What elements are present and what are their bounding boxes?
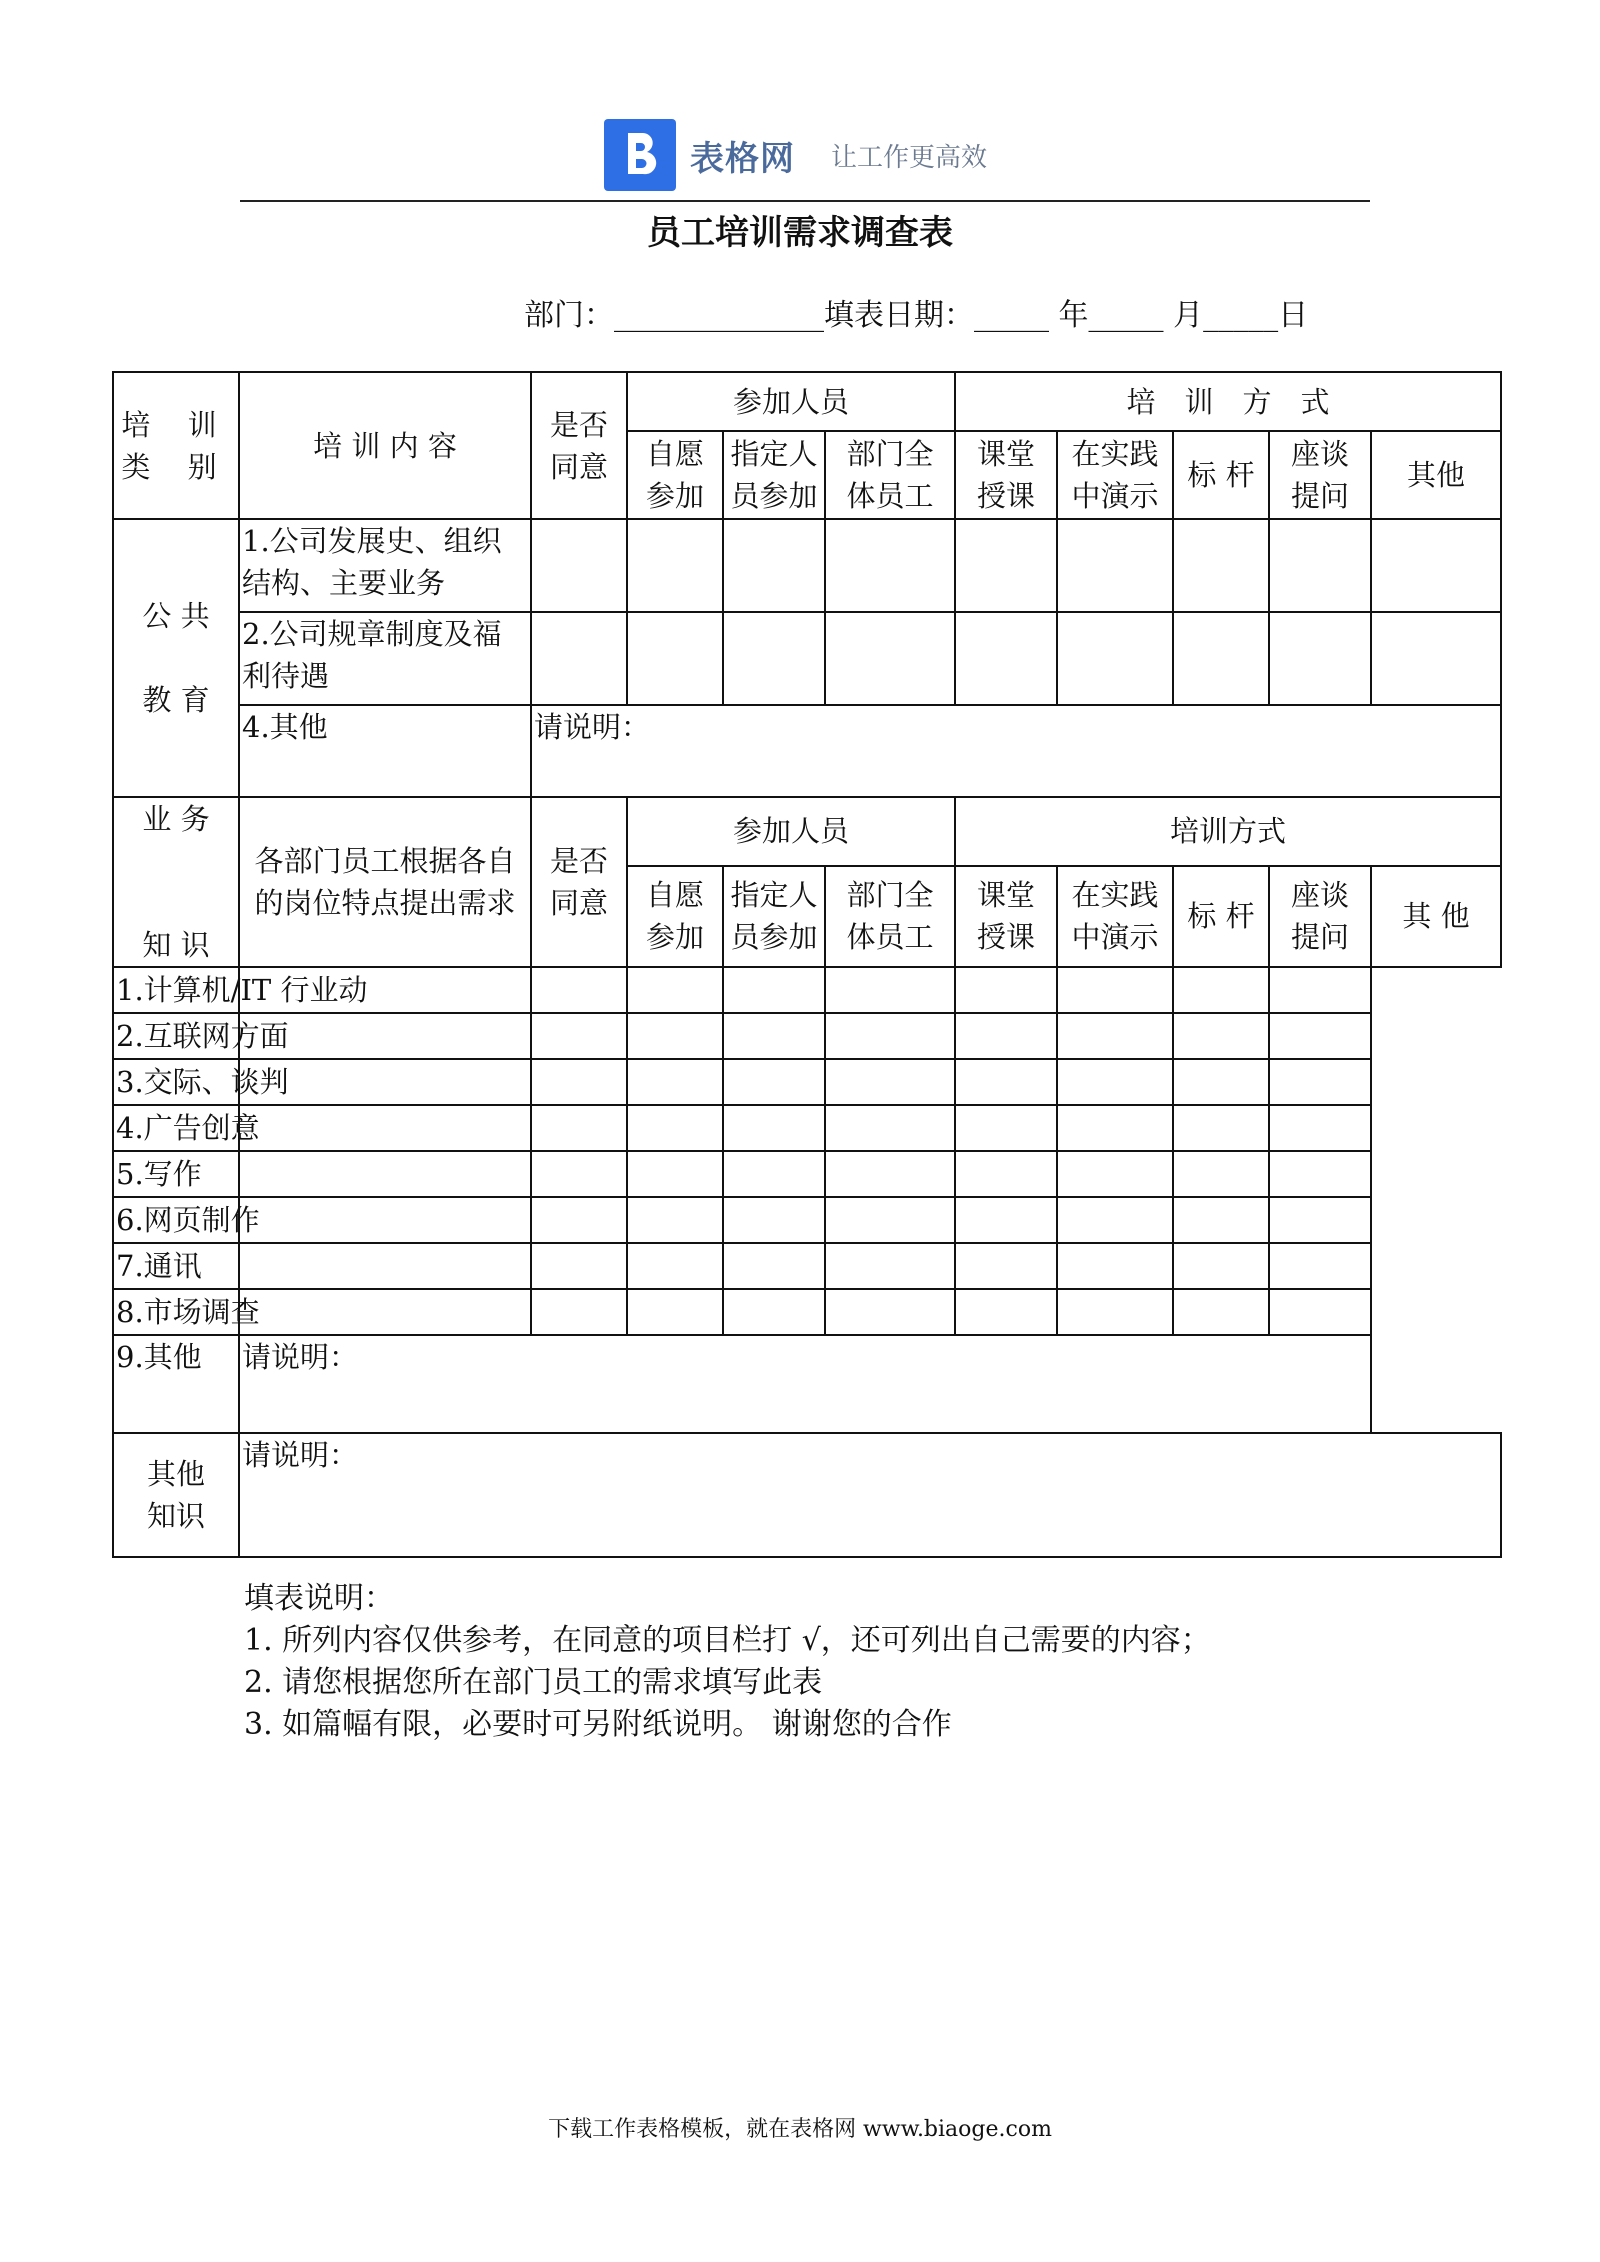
header-rule bbox=[240, 200, 1370, 202]
check-cell[interactable] bbox=[1057, 1151, 1173, 1197]
dept-field[interactable]: ______________ bbox=[614, 298, 824, 333]
check-cell[interactable] bbox=[531, 1289, 627, 1335]
check-cell[interactable] bbox=[1057, 1197, 1173, 1243]
method-type-header: 课堂 授课 bbox=[955, 431, 1057, 519]
check-cell[interactable] bbox=[1173, 1059, 1269, 1105]
check-cell[interactable] bbox=[531, 1013, 627, 1059]
check-cell[interactable] bbox=[531, 1243, 627, 1289]
public-item-1: 1.公司发展史、组织结构、主要业务 bbox=[239, 519, 531, 612]
business-row bbox=[113, 1105, 1501, 1151]
public-row-2 bbox=[113, 612, 1501, 705]
check-cell[interactable] bbox=[627, 1289, 723, 1335]
business-category: 业 务 知 识 bbox=[113, 797, 239, 967]
note-item-3: 3. 如篇幅有限，必要时可另附纸说明。 谢谢您的合作 bbox=[244, 1707, 952, 1742]
business-item: 1.计算机/IT 行业动 bbox=[113, 967, 239, 1013]
check-cell[interactable] bbox=[955, 1059, 1057, 1105]
check-cell[interactable] bbox=[1173, 1197, 1269, 1243]
check-cell[interactable] bbox=[627, 1243, 723, 1289]
business-item: 2.互联网方面 bbox=[113, 1013, 239, 1059]
year-label: 年 bbox=[1058, 298, 1089, 333]
business-explain-field[interactable]: 请说明： bbox=[239, 1335, 1371, 1433]
survey-table bbox=[112, 371, 1502, 1558]
check-cell[interactable] bbox=[239, 1197, 531, 1243]
check-cell[interactable] bbox=[239, 1151, 531, 1197]
check-cell[interactable] bbox=[825, 1013, 955, 1059]
check-cell[interactable] bbox=[1269, 519, 1371, 612]
check-cell[interactable] bbox=[531, 1151, 627, 1197]
header-row-1 bbox=[113, 372, 1501, 431]
business-row-other bbox=[113, 1335, 1501, 1433]
business-agree-header: 是否 同意 bbox=[531, 797, 627, 967]
check-cell[interactable] bbox=[1173, 612, 1269, 705]
check-cell[interactable] bbox=[723, 612, 825, 705]
participant-type-header: 自愿 参加 bbox=[627, 431, 723, 519]
check-cell[interactable] bbox=[1057, 1013, 1173, 1059]
check-cell[interactable] bbox=[627, 1197, 723, 1243]
check-cell[interactable] bbox=[1371, 612, 1501, 705]
method-header: 培 训 方 式 bbox=[955, 372, 1501, 431]
check-cell[interactable] bbox=[239, 1105, 531, 1151]
check-cell[interactable] bbox=[723, 519, 825, 612]
check-cell[interactable] bbox=[1057, 1059, 1173, 1105]
business-item: 6.网页制作 bbox=[113, 1197, 239, 1243]
check-cell[interactable] bbox=[531, 612, 627, 705]
check-cell[interactable] bbox=[1269, 1243, 1371, 1289]
other-knowledge-explain-field[interactable]: 请说明： bbox=[239, 1433, 1501, 1557]
logo-slogan: 让工作更高效 bbox=[831, 142, 988, 173]
check-cell[interactable] bbox=[1057, 967, 1173, 1013]
check-cell[interactable] bbox=[531, 1197, 627, 1243]
check-cell[interactable] bbox=[955, 1197, 1057, 1243]
method-type-header: 座谈 提问 bbox=[1269, 431, 1371, 519]
date-label: 填表日期： bbox=[824, 298, 974, 333]
check-cell[interactable] bbox=[627, 1151, 723, 1197]
check-cell[interactable] bbox=[723, 1059, 825, 1105]
agree-header: 是否 同意 bbox=[531, 372, 627, 519]
logo bbox=[604, 118, 987, 192]
check-cell[interactable] bbox=[825, 1151, 955, 1197]
participant-type-header: 自愿 参加 bbox=[627, 866, 723, 967]
notes-heading: 填表说明： bbox=[244, 1581, 394, 1616]
check-cell[interactable] bbox=[1173, 967, 1269, 1013]
check-cell[interactable] bbox=[1057, 1105, 1173, 1151]
check-cell[interactable] bbox=[723, 967, 825, 1013]
check-cell[interactable] bbox=[955, 1243, 1057, 1289]
method-type-header: 其 他 bbox=[1371, 866, 1501, 967]
public-item-2: 2.公司规章制度及福利待遇 bbox=[239, 612, 531, 705]
dept-label: 部门： bbox=[524, 298, 614, 333]
method-type-header: 标 杆 bbox=[1173, 866, 1269, 967]
year-field[interactable]: _____ bbox=[974, 298, 1049, 333]
check-cell[interactable] bbox=[1173, 1289, 1269, 1335]
business-header-row-1 bbox=[113, 797, 1501, 866]
check-cell[interactable] bbox=[1269, 1151, 1371, 1197]
check-cell[interactable] bbox=[1269, 612, 1371, 705]
note-item-2: 2. 请您根据您所在部门员工的需求填写此表 bbox=[244, 1665, 823, 1700]
check-cell[interactable] bbox=[723, 1013, 825, 1059]
method-type-header: 座谈 提问 bbox=[1269, 866, 1371, 967]
check-cell[interactable] bbox=[955, 1105, 1057, 1151]
check-cell[interactable] bbox=[239, 1243, 531, 1289]
check-cell[interactable] bbox=[627, 1059, 723, 1105]
check-cell[interactable] bbox=[1269, 1013, 1371, 1059]
public-category: 公 共 教 育 bbox=[113, 519, 239, 797]
check-cell[interactable] bbox=[723, 1105, 825, 1151]
business-item: 4.广告创意 bbox=[113, 1105, 239, 1151]
other-knowledge-row bbox=[113, 1433, 1501, 1557]
notes bbox=[244, 1578, 1211, 1746]
participants-header: 参加人员 bbox=[627, 372, 955, 431]
check-cell[interactable] bbox=[1269, 1197, 1371, 1243]
month-label: 月 bbox=[1173, 298, 1204, 333]
business-row bbox=[113, 1243, 1501, 1289]
business-item: 5.写作 bbox=[113, 1151, 239, 1197]
check-cell[interactable] bbox=[955, 967, 1057, 1013]
business-item: 7.通讯 bbox=[113, 1243, 239, 1289]
check-cell[interactable] bbox=[1173, 1105, 1269, 1151]
public-explain-field[interactable]: 请说明： bbox=[531, 705, 1501, 797]
check-cell[interactable] bbox=[825, 1059, 955, 1105]
note-item-1: 1. 所列内容仅供参考，在同意的项目栏打 √，还可列出自己需要的内容； bbox=[244, 1623, 1211, 1658]
check-cell[interactable] bbox=[825, 1197, 955, 1243]
check-cell[interactable] bbox=[955, 1013, 1057, 1059]
method-type-header: 在实践 中演示 bbox=[1057, 866, 1173, 967]
participant-type-header: 指定人 员参加 bbox=[723, 431, 825, 519]
participant-type-header: 部门全 体员工 bbox=[825, 866, 955, 967]
check-cell[interactable] bbox=[723, 1289, 825, 1335]
check-cell[interactable] bbox=[1173, 1243, 1269, 1289]
business-item: 3.交际、谈判 bbox=[113, 1059, 239, 1105]
business-method-header: 培训方式 bbox=[955, 797, 1501, 866]
check-cell[interactable] bbox=[531, 967, 627, 1013]
check-cell[interactable] bbox=[627, 967, 723, 1013]
business-intro: 各部门员工根据各自的岗位特点提出需求 bbox=[239, 797, 531, 967]
content-header: 培 训 内 容 bbox=[239, 372, 531, 519]
check-cell[interactable] bbox=[1173, 519, 1269, 612]
check-cell[interactable] bbox=[1057, 519, 1173, 612]
check-cell[interactable] bbox=[955, 1151, 1057, 1197]
public-row-1 bbox=[113, 519, 1501, 612]
method-type-header: 其他 bbox=[1371, 431, 1501, 519]
business-row bbox=[113, 967, 1501, 1013]
check-cell[interactable] bbox=[1173, 1151, 1269, 1197]
participant-type-header: 部门全 体员工 bbox=[825, 431, 955, 519]
check-cell[interactable] bbox=[1057, 1289, 1173, 1335]
check-cell[interactable] bbox=[825, 1289, 955, 1335]
check-cell[interactable] bbox=[1269, 967, 1371, 1013]
business-row bbox=[113, 1013, 1501, 1059]
check-cell[interactable] bbox=[825, 967, 955, 1013]
month-field[interactable]: _____ bbox=[1088, 298, 1164, 333]
check-cell[interactable] bbox=[1057, 612, 1173, 705]
check-cell[interactable] bbox=[723, 1151, 825, 1197]
check-cell[interactable] bbox=[627, 1013, 723, 1059]
check-cell[interactable] bbox=[627, 519, 723, 612]
check-cell[interactable] bbox=[825, 1105, 955, 1151]
check-cell[interactable] bbox=[627, 1105, 723, 1151]
check-cell[interactable] bbox=[955, 1289, 1057, 1335]
logo-b-icon bbox=[604, 119, 676, 191]
public-item-other: 4.其他 bbox=[239, 705, 531, 797]
business-row bbox=[113, 1151, 1501, 1197]
logo-name: 表格网 bbox=[690, 138, 795, 179]
check-cell[interactable] bbox=[1057, 1243, 1173, 1289]
check-cell[interactable] bbox=[825, 1243, 955, 1289]
business-item: 8.市场调查 bbox=[113, 1289, 239, 1335]
check-cell[interactable] bbox=[1269, 1289, 1371, 1335]
check-cell[interactable] bbox=[1269, 1105, 1371, 1151]
check-cell[interactable] bbox=[825, 612, 955, 705]
check-cell[interactable] bbox=[239, 1289, 531, 1335]
check-cell[interactable] bbox=[723, 1243, 825, 1289]
public-row-other bbox=[113, 705, 1501, 797]
check-cell[interactable] bbox=[723, 1197, 825, 1243]
check-cell[interactable] bbox=[627, 612, 723, 705]
business-item-other: 9.其他 bbox=[113, 1335, 239, 1433]
check-cell[interactable] bbox=[531, 1059, 627, 1105]
method-type-header: 在实践 中演示 bbox=[1057, 431, 1173, 519]
business-row bbox=[113, 1289, 1501, 1335]
business-row bbox=[113, 1059, 1501, 1105]
day-label: 日 bbox=[1278, 298, 1309, 333]
check-cell[interactable] bbox=[1269, 1059, 1371, 1105]
check-cell[interactable] bbox=[1371, 519, 1501, 612]
check-cell[interactable] bbox=[825, 519, 955, 612]
category-header: 培 训 类 别 bbox=[113, 372, 239, 519]
page-title: 员工培训需求调查表 bbox=[647, 213, 953, 253]
business-row bbox=[113, 1197, 1501, 1243]
check-cell[interactable] bbox=[955, 519, 1057, 612]
footer-text: 下载工作表格模板，就在表格网 www.biaoge.com bbox=[548, 2117, 1052, 2142]
participant-type-header: 指定人 员参加 bbox=[723, 866, 825, 967]
check-cell[interactable] bbox=[1173, 1013, 1269, 1059]
check-cell[interactable] bbox=[531, 519, 627, 612]
method-type-header: 课堂 授课 bbox=[955, 866, 1057, 967]
business-participants-header: 参加人员 bbox=[627, 797, 955, 866]
method-type-header: 标 杆 bbox=[1173, 431, 1269, 519]
day-field[interactable]: _____ bbox=[1203, 298, 1279, 333]
check-cell[interactable] bbox=[955, 612, 1057, 705]
check-cell[interactable] bbox=[531, 1105, 627, 1151]
other-knowledge-category: 其他 知识 bbox=[113, 1433, 239, 1557]
info-line bbox=[524, 290, 1308, 334]
